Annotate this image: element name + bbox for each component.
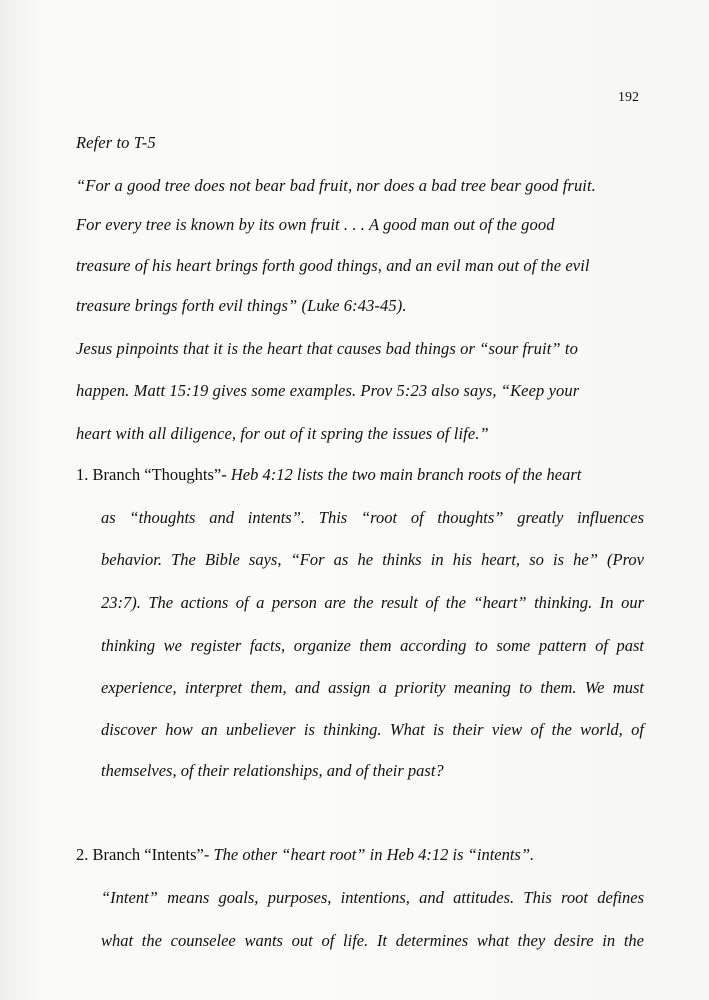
- list-line: as “thoughts and intents”. This “root of thoughts” greatly influences: [101, 508, 644, 527]
- list-line: experience, interpret them, and assign a priority meaning to them. We must: [101, 678, 644, 697]
- scripture-line-1: “For a good tree does not bear bad fruit, nor does a bad tree bear good fruit.: [76, 176, 596, 195]
- body-line-3: heart with all diligence, for out of it spring the issues of life.”: [76, 424, 489, 443]
- list-item-first-line: [76, 465, 581, 485]
- branch-title: Branch “Thoughts”-: [92, 465, 227, 484]
- list-line: themselves, of their relationships, and of their past?: [101, 761, 444, 780]
- body-line-2: happen. Matt 15:19 gives some examples. Prov 5:23 also says, “Keep your: [76, 381, 580, 400]
- branch-text: The other “heart root” in Heb 4:12 is “intents”.: [213, 845, 535, 864]
- list-number: 2.: [76, 845, 89, 864]
- list-line: 23:7). The actions of a person are the result of the “heart” thinking. In our: [101, 593, 644, 612]
- scripture-line-3: treasure of his heart brings forth good things, and an evil man out of the evil: [76, 256, 590, 275]
- list-line: thinking we register facts, organize them according to some pattern of past: [101, 636, 644, 655]
- list-line: what the counselee wants out of life. It determines what they desire in the: [101, 931, 644, 950]
- page-number: 192: [618, 90, 639, 105]
- list-number: 1.: [76, 465, 89, 484]
- list-line: “Intent” means goals, purposes, intentions, and attitudes. This root defines: [101, 888, 644, 907]
- list-line: discover how an unbeliever is thinking. What is their view of the world, of: [101, 720, 644, 739]
- reference-line: Refer to T-5: [76, 133, 156, 152]
- branch-text: Heb 4:12 lists the two main branch roots of the heart: [230, 465, 582, 484]
- list-line: behavior. The Bible says, “For as he thinks in his heart, so is he” (Prov: [101, 550, 644, 569]
- body-line-1: Jesus pinpoints that it is the heart that causes bad things or “sour fruit” to: [76, 339, 578, 358]
- branch-title: Branch “Intents”-: [92, 845, 210, 864]
- scripture-line-2: For every tree is known by its own fruit . . . A good man out of the good: [76, 215, 555, 234]
- list-item-first-line: [76, 845, 534, 865]
- scripture-line-4: treasure brings forth evil things” (Luke 6:43-45).: [76, 296, 407, 315]
